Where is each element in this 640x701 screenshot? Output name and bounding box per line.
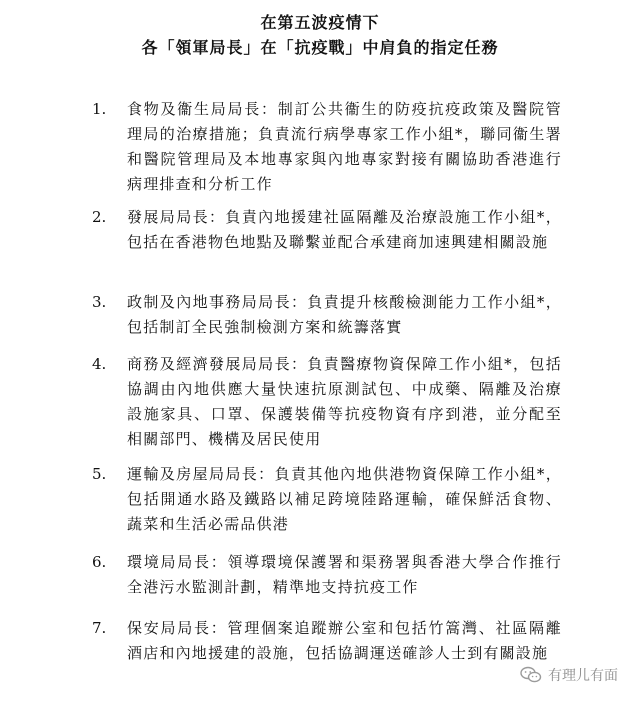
list-item (92, 616, 562, 666)
list-item (92, 550, 562, 600)
item-text: 運輸及房屋局局長：負責其他內地供港物資保障工作小組*，包括開通水路及鐵路以補足跨境陸路運輸，確保鮮活食物、蔬菜和生活必需品供港 (127, 465, 562, 533)
item-text: 環境局局長：領導環境保護署和渠務署與香港大學合作推行全港污水監測計劃，精準地支持抗疫工作 (127, 553, 562, 596)
watermark-text: 有理儿有面 (548, 668, 618, 684)
item-text: 商務及經濟發展局局長：負責醫療物資保障工作小組*，包括協調由內地供應大量快速抗原測試包、中成藥、隔離及治療設施家具、口罩、保護裝備等抗疫物資有序到港，並分配至相關部門、機構及居民使用 (127, 355, 562, 448)
item-number: 2. (92, 208, 107, 226)
item-number: 5. (92, 465, 107, 483)
item-text: 政制及內地事務局局長：負責提升核酸檢測能力工作小組*，包括制訂全民強制檢測方案和統籌落實 (127, 293, 562, 336)
list-item (92, 97, 562, 197)
watermark (516, 663, 622, 687)
document-subtitle: 各「領軍局長」在「抗疫戰」中肩負的指定任務 (141, 38, 499, 57)
item-number: 7. (92, 619, 107, 637)
list-item (92, 205, 562, 255)
wechat-icon (520, 666, 542, 684)
item-text: 保安局局長：管理個案追蹤辦公室和包括竹篙灣、社區隔離酒店和內地援建的設施，包括協調運送確診人士到有關設施 (127, 619, 562, 662)
item-number: 1. (92, 100, 107, 118)
list-item (92, 290, 562, 340)
document-title: 在第五波疫情下 (260, 13, 380, 32)
item-text: 食物及衞生局局長：制訂公共衞生的防疫抗疫政策及醫院管理局的治療措施；負責流行病學專家工作小組*，聯同衞生署和醫院管理局及本地專家與內地專家對接有關協助香港進行病理排查和分析工作 (127, 100, 562, 193)
item-number: 6. (92, 553, 107, 571)
item-number: 3. (92, 293, 107, 311)
item-text: 發展局局長：負責內地援建社區隔離及治療設施工作小組*，包括在香港物色地點及聯繫並配合承建商加速興建相關設施 (127, 208, 562, 251)
list-item (92, 462, 562, 537)
item-number: 4. (92, 355, 107, 373)
list-item (92, 352, 562, 452)
